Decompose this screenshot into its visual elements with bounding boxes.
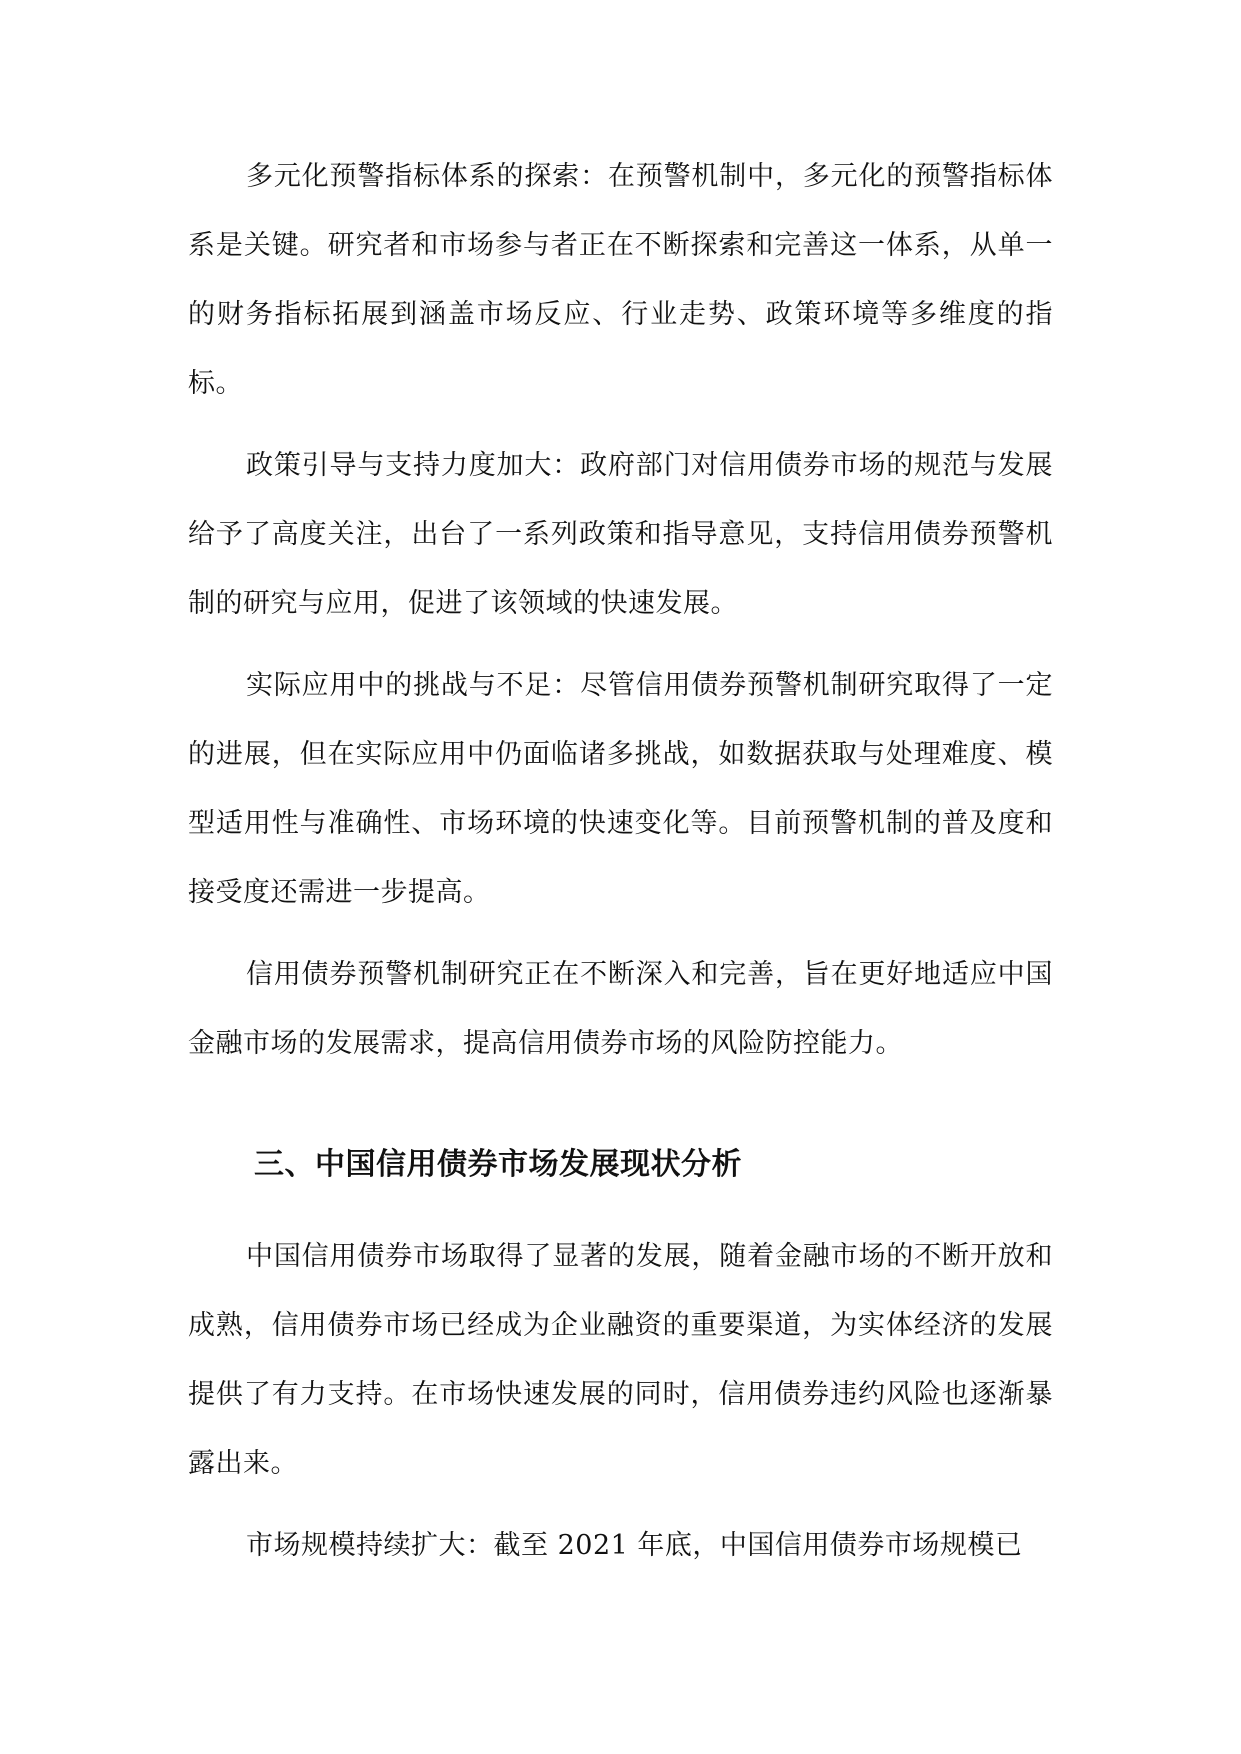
paragraph-summary: 信用债券预警机制研究正在不断深入和完善，旨在更好地适应中国金融市场的发展需求，提高信用债券市场的风险防控能力。 bbox=[188, 959, 1053, 1059]
paragraph-market-scale: 市场规模持续扩大：截至 2021 年底，中国信用债券市场规模已 bbox=[246, 1530, 1023, 1561]
section-heading: 三、中国信用债券市场发展现状分析 bbox=[254, 1147, 742, 1182]
paragraph-market-development: 中国信用债券市场取得了显著的发展，随着金融市场的不断开放和成熟，信用债券市场已经成为企业融资的重要渠道，为实体经济的发展提供了有力支持。在市场快速发展的同时，信用债券违约风险也逐渐暴露出来。 bbox=[188, 1241, 1053, 1479]
paragraph-challenges: 实际应用中的挑战与不足：尽管信用债券预警机制研究取得了一定的进展，但在实际应用中仍面临诸多挑战，如数据获取与处理难度、模型适用性与准确性、市场环境的快速变化等。目前预警机制的普及度和接受度还需进一步提高。 bbox=[188, 670, 1053, 908]
paragraph-policy-support: 政策引导与支持力度加大：政府部门对信用债券市场的规范与发展给予了高度关注，出台了一系列政策和指导意见，支持信用债券预警机制的研究与应用，促进了该领域的快速发展。 bbox=[188, 450, 1053, 619]
document-body bbox=[188, 142, 1053, 1580]
paragraph-indicator-system: 多元化预警指标体系的探索：在预警机制中，多元化的预警指标体系是关键。研究者和市场参与者正在不断探索和完善这一体系，从单一的财务指标拓展到涵盖市场反应、行业走势、政策环境等多维度的指标。 bbox=[188, 161, 1053, 399]
